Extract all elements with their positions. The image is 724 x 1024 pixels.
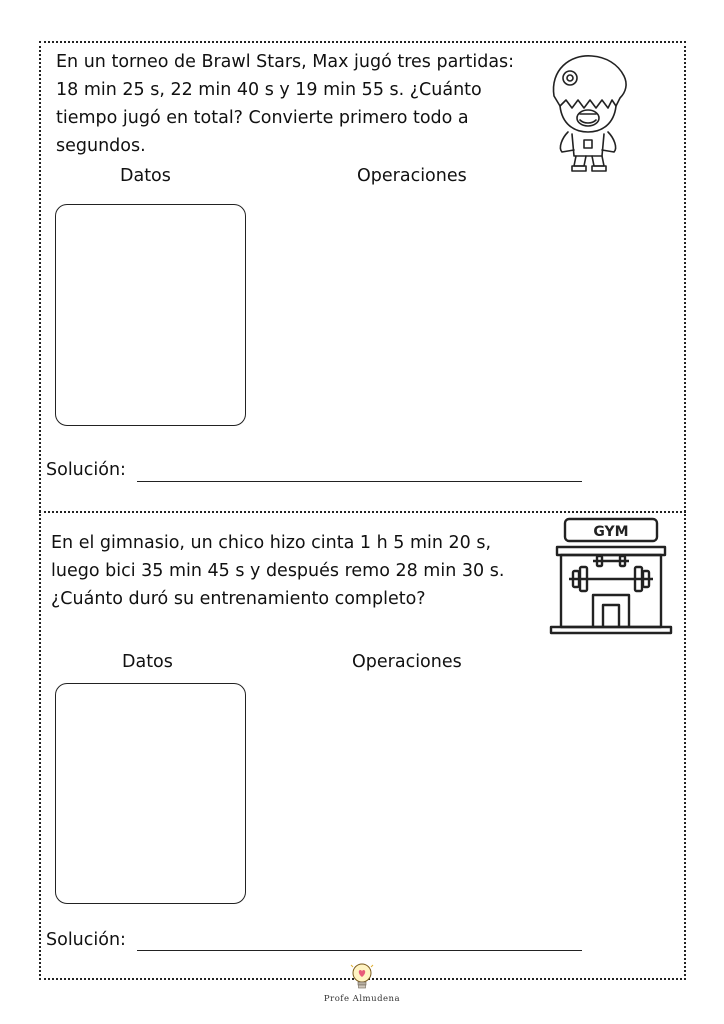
section-divider (39, 511, 686, 513)
operaciones-label-1: Operaciones (357, 166, 467, 186)
solucion-line-2[interactable] (137, 950, 582, 951)
datos-box-2[interactable] (55, 683, 246, 904)
brawler-character-icon (540, 48, 638, 176)
solucion-line-1[interactable] (137, 481, 582, 482)
lightbulb-heart-icon (350, 963, 374, 991)
solucion-label-1: Solución: (46, 460, 126, 480)
footer-brand-text: Profe Almudena (323, 994, 401, 1004)
datos-label-1: Datos (120, 166, 171, 186)
solucion-label-2: Solución: (46, 930, 126, 950)
problem-2-text: En el gimnasio, un chico hizo cinta 1 h 5 min 20 s, luego bici 35 min 45 s y después remo 28 min 30 s. ¿Cuánto duró su entrenamiento completo? (51, 533, 505, 609)
problem-1-text: En un torneo de Brawl Stars, Max jugó tres partidas: 18 min 25 s, 22 min 40 s y 19 min 55 s. ¿Cuánto tiempo jugó en total? Convierte primero todo a segundos. (56, 52, 515, 156)
datos-box-1[interactable] (55, 204, 246, 426)
operaciones-label-2: Operaciones (352, 652, 462, 672)
gym-building-icon (547, 517, 675, 635)
datos-label-2: Datos (122, 652, 173, 672)
gym-sign-text: GYM (593, 524, 629, 540)
